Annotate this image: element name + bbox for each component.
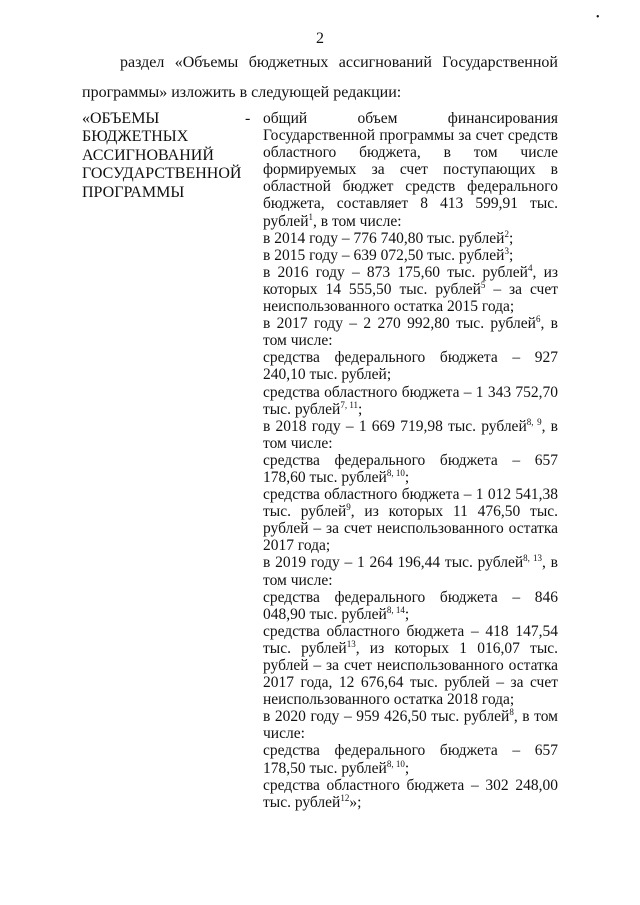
year-2020: в 2020 году – 959 426,50 тыс. рублей$^8$, в том числе: xyxy=(263,707,558,743)
year-2018-regional: средства областного бюджета – 1 012 541,38 тыс. рублей$^9$, из которых 11 476,50 тыс. рублей – за счет неиспользованного остатка 2017 года; xyxy=(263,486,558,555)
year-2019: в 2019 году – 1 264 196,44 тыс. рублей$^{8, 13}$, в том числе: xyxy=(263,553,558,589)
footnote-ref: 9 xyxy=(346,502,351,512)
year-2017: в 2017 году – 2 270 992,80 тыс. рублей$^6$, в том числе: xyxy=(263,313,558,350)
year-2017-regional: средства областного бюджета – 1 343 752,70 тыс. рублей$^{7, 11}$; xyxy=(263,383,558,418)
heading-line: БЮДЖЕТНЫХ xyxy=(82,128,189,146)
total-paragraph xyxy=(263,110,558,230)
footnote-ref: 6 xyxy=(535,313,541,324)
intro-line-1: раздел «Объемы бюджетных ассигнований Государственной xyxy=(120,54,558,71)
heading-line: «ОБЪЕМЫ xyxy=(82,110,160,127)
year-2019-regional: средства областного бюджета – 418 147,54 тыс. рублей$^{13}$, из которых 1 016,07 тыс. рублей – за счет неиспользованного остатка 2017 года, 12 676,64 тыс. рублей – за счет неиспользованного остатка 2018 года; xyxy=(263,622,558,709)
total-sum: 8 413 599,91 тыс. рублей xyxy=(263,195,558,230)
footnote-ref: 2 xyxy=(504,228,509,239)
funding-text xyxy=(263,110,558,811)
intro-line-2: программы» изложить в следующей редакции: xyxy=(82,84,402,101)
year-2014: в 2014 году – 776 740,80 тыс. рублей$^2$; xyxy=(263,228,514,247)
page-number: 2 xyxy=(316,30,324,47)
footnote-ref: 8, 14 xyxy=(386,604,405,615)
heading-line: ПРОГРАММЫ xyxy=(82,183,185,201)
footnote-ref: 8, 10 xyxy=(386,467,405,478)
year-2020-federal: средства федерального бюджета – 657 178,50 тыс. рублей$^{8, 10}$; xyxy=(263,742,558,777)
footnote-ref: 13 xyxy=(346,638,356,649)
heading-line: ГОСУДАРСТВЕННОЙ xyxy=(82,165,242,183)
year-2016: в 2016 году – 873 175,60 тыс. рублей$^4$, из которых 14 555,50 тыс. рублей$^5$ – за счет неиспользованного остатка 2015 года; xyxy=(263,262,559,316)
year-2015: в 2015 году – 639 072,50 тыс. рублей$^3$; xyxy=(263,245,514,264)
scan-mark: • xyxy=(596,12,600,23)
footnote-ref: 5 xyxy=(480,279,486,290)
year-2018: в 2018 году – 1 669 719,98 тыс. рублей$^{8, 9}$, в том числе: xyxy=(263,416,558,452)
total-text: общий объем финансирования Государственной программы за счет средств областного бюджета, в том числе формируемых за счет поступающих в областной бюджет средств федерального бюджета, составляет xyxy=(263,110,558,213)
footnote-ref: 1 xyxy=(308,211,314,222)
year-2018-federal: средства федерального бюджета – 657 178,60 тыс. рублей$^{8, 10}$; xyxy=(263,451,558,486)
footnote-ref: 8, 9 xyxy=(526,416,542,427)
footnote-ref: 4 xyxy=(527,262,533,273)
footnote-ref: 3 xyxy=(504,245,509,256)
section-heading xyxy=(82,110,242,202)
year-2020-regional: средства областного бюджета – 302 248,00 тыс. рублей$^{12}$»; xyxy=(263,776,558,811)
footnote-ref: 8 xyxy=(509,707,514,718)
dash-separator: - xyxy=(245,110,251,127)
footnote-ref: 8, 13 xyxy=(523,553,543,564)
total-tail: , в том числе: xyxy=(313,212,402,230)
footnote-ref: 8, 10 xyxy=(386,758,405,769)
heading-line: АССИГНОВАНИЙ xyxy=(82,146,214,164)
footnote-ref: 12 xyxy=(340,792,350,803)
footnote-ref: 7, 11 xyxy=(340,399,358,410)
year-2019-federal: средства федерального бюджета – 846 048,90 тыс. рублей$^{8, 14}$; xyxy=(263,588,558,623)
year-2017-federal: средства федерального бюджета – 927 240,10 тыс. рублей; xyxy=(263,349,558,384)
